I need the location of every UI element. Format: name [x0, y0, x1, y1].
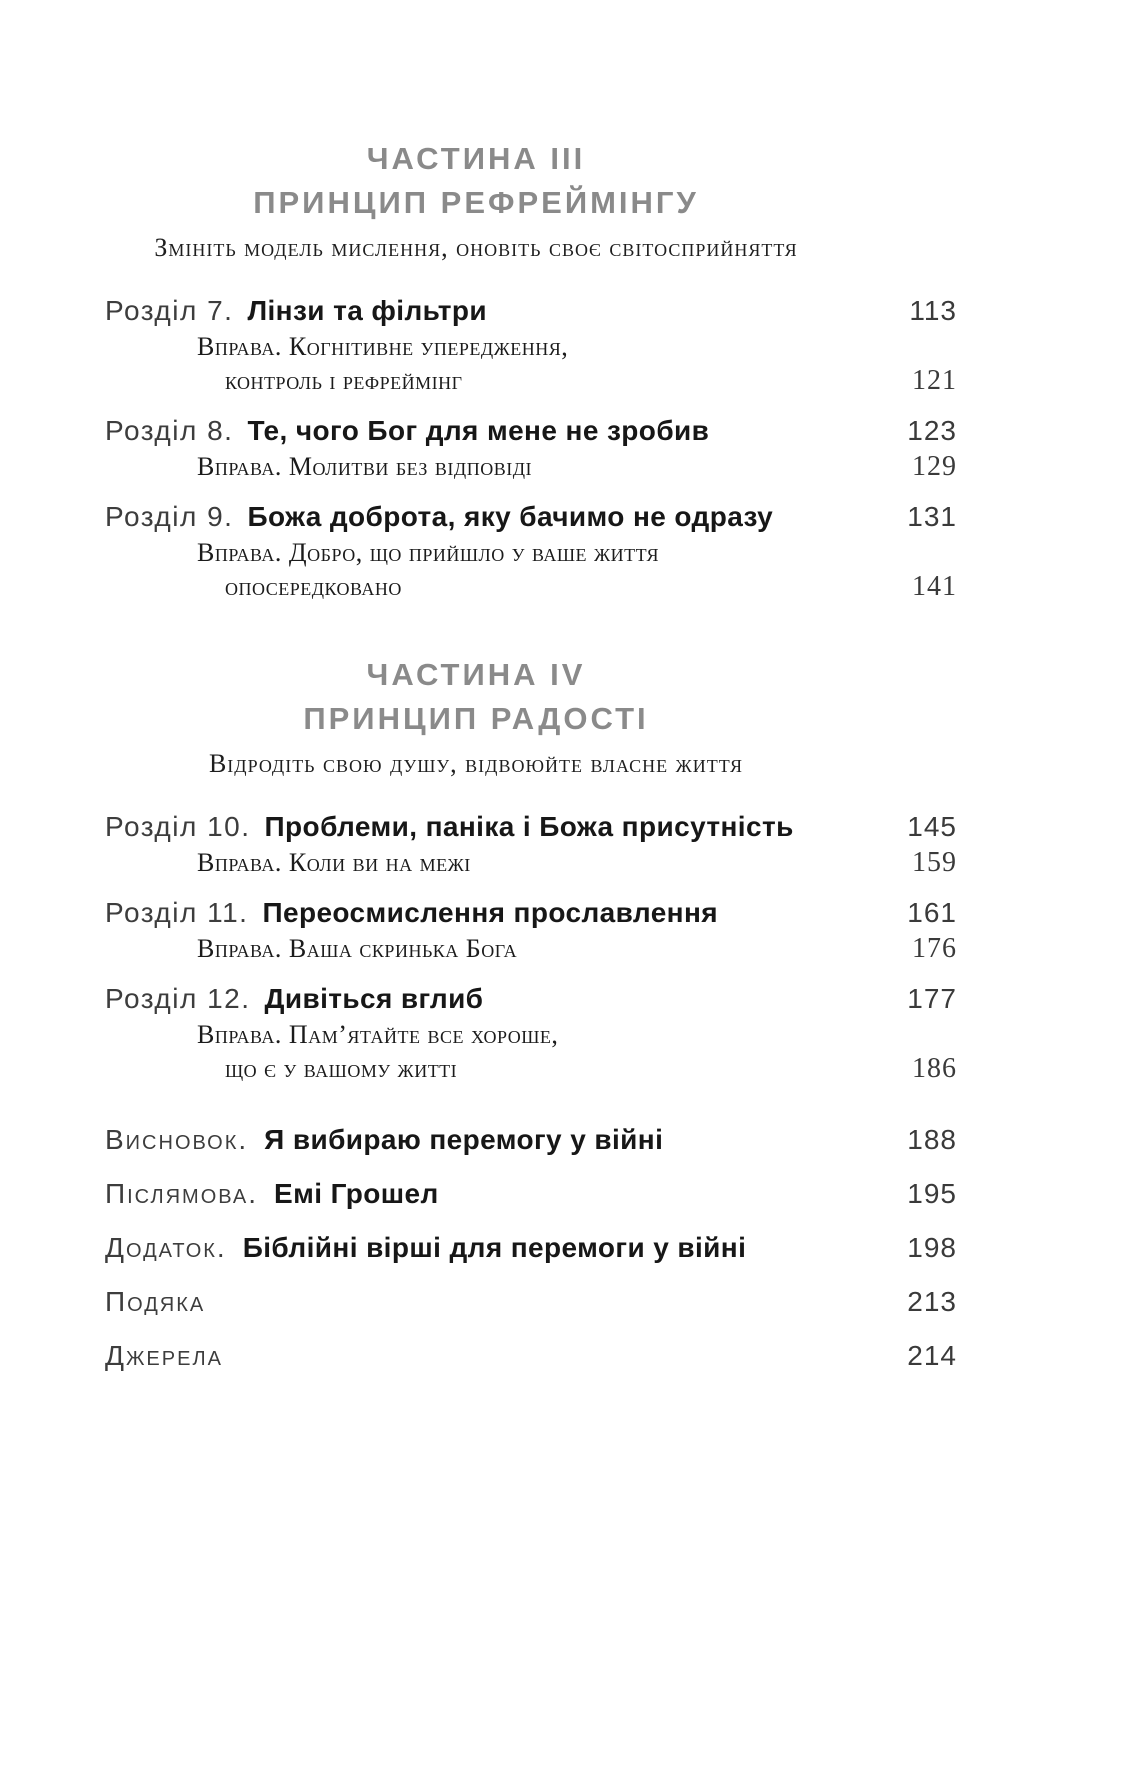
- toc-exercise-row: [105, 846, 957, 880]
- toc-exercise-row: [105, 1052, 957, 1086]
- exercise-text: Вправа. Пам’ятайте все хороше,: [197, 1020, 559, 1049]
- page-number: 176: [912, 933, 957, 964]
- chapter-title: Дивіться вглиб: [264, 983, 484, 1014]
- chapter-label: Розділ 7.: [105, 295, 234, 326]
- toc-exercise-row: [105, 364, 957, 398]
- chapter-title: Божа доброта, яку бачимо не одразу: [247, 501, 774, 532]
- page-number: 188: [907, 1124, 957, 1155]
- toc-backmatter-row: [105, 1120, 957, 1160]
- page-number: 195: [907, 1178, 957, 1209]
- backmatter-label: Додаток.: [105, 1232, 227, 1263]
- page-number: 145: [907, 811, 957, 842]
- chapter-title: Проблеми, паніка і Божа присутність: [264, 811, 794, 842]
- toc-exercise-row: [105, 330, 957, 364]
- page-number: 159: [912, 847, 957, 878]
- part-label: ЧАСТИНА IV: [366, 657, 586, 692]
- chapter-label: Розділ 10.: [105, 811, 251, 842]
- toc-exercise-row: [105, 932, 957, 966]
- part-entries: [105, 292, 957, 604]
- chapter-title: Лінзи та фільтри: [247, 295, 488, 326]
- exercise-text: що є у вашому житті: [225, 1054, 458, 1083]
- backmatter-label: Висновок.: [105, 1124, 249, 1155]
- toc-chapter-row: [105, 980, 957, 1018]
- exercise-text: контроль і рефреймінг: [225, 366, 463, 395]
- page-number: 123: [907, 415, 957, 446]
- page-number: 198: [907, 1232, 957, 1263]
- chapter-label: Розділ 9.: [105, 501, 234, 532]
- chapter-label: Розділ 12.: [105, 983, 251, 1014]
- chapter-label: Розділ 11.: [105, 897, 249, 928]
- exercise-text: Вправа. Когнітивне упередження,: [197, 332, 569, 361]
- toc-part-section: [105, 656, 957, 1086]
- backmatter-title: Біблійні вірші для перемоги у війні: [242, 1232, 747, 1263]
- backmatter-label: Подяка: [105, 1286, 206, 1317]
- part-title: ПРИНЦИП РЕФРЕЙМІНГУ: [253, 185, 699, 220]
- toc-backmatter-row: [105, 1336, 957, 1376]
- page-number: 177: [907, 983, 957, 1014]
- exercise-text: Вправа. Добро, що прийшло у ваше життя: [197, 538, 659, 567]
- toc-chapter-row: [105, 808, 957, 846]
- toc-chapter-row: [105, 292, 957, 330]
- page-number: 186: [912, 1053, 957, 1084]
- part-entries: [105, 808, 957, 1086]
- toc-chapter-row: [105, 498, 957, 536]
- part-subtitle: Змініть модель мислення, оновіть своє світосприйняття: [154, 233, 798, 262]
- exercise-text: Вправа. Ваша скринька Бога: [197, 934, 518, 963]
- toc-exercise-row: [105, 1018, 957, 1052]
- page-number: 129: [912, 451, 957, 482]
- page-number: 141: [912, 571, 957, 602]
- exercise-text: Вправа. Молитви без відповіді: [197, 452, 532, 481]
- backmatter-title: Я вибираю перемогу у війні: [264, 1124, 664, 1155]
- page-number: 214: [907, 1340, 957, 1371]
- part-label: ЧАСТИНА III: [366, 141, 586, 176]
- chapter-title: Те, чого Бог для мене не зробив: [247, 415, 710, 446]
- back-matter: [105, 1120, 957, 1376]
- toc-chapter-row: [105, 894, 957, 932]
- exercise-text: Вправа. Коли ви на межі: [197, 848, 471, 877]
- page-number: 121: [912, 365, 957, 396]
- chapter-label: Розділ 8.: [105, 415, 234, 446]
- backmatter-title: Емі Грошел: [274, 1178, 439, 1209]
- toc-part-section: [105, 140, 957, 604]
- backmatter-label: Джерела: [105, 1340, 223, 1371]
- toc-backmatter-row: [105, 1174, 957, 1214]
- toc-backmatter-row: [105, 1282, 957, 1322]
- toc-exercise-row: [105, 570, 957, 604]
- part-heading: [105, 656, 847, 780]
- page-number: 213: [907, 1286, 957, 1317]
- chapter-title: Переосмислення прославлення: [262, 897, 719, 928]
- toc-exercise-row: [105, 536, 957, 570]
- exercise-text: опосередковано: [225, 572, 402, 601]
- part-heading: [105, 140, 847, 264]
- page-number: 161: [907, 897, 957, 928]
- table-of-contents: [105, 140, 957, 1376]
- page-number: 131: [907, 501, 957, 532]
- part-subtitle: Відродіть свою душу, відвоюйте власне життя: [208, 749, 744, 778]
- part-title: ПРИНЦИП РАДОСТІ: [303, 701, 649, 736]
- toc-exercise-row: [105, 450, 957, 484]
- toc-chapter-row: [105, 412, 957, 450]
- toc-backmatter-row: [105, 1228, 957, 1268]
- page-number: 113: [909, 295, 957, 326]
- backmatter-label: Післямова.: [105, 1178, 259, 1209]
